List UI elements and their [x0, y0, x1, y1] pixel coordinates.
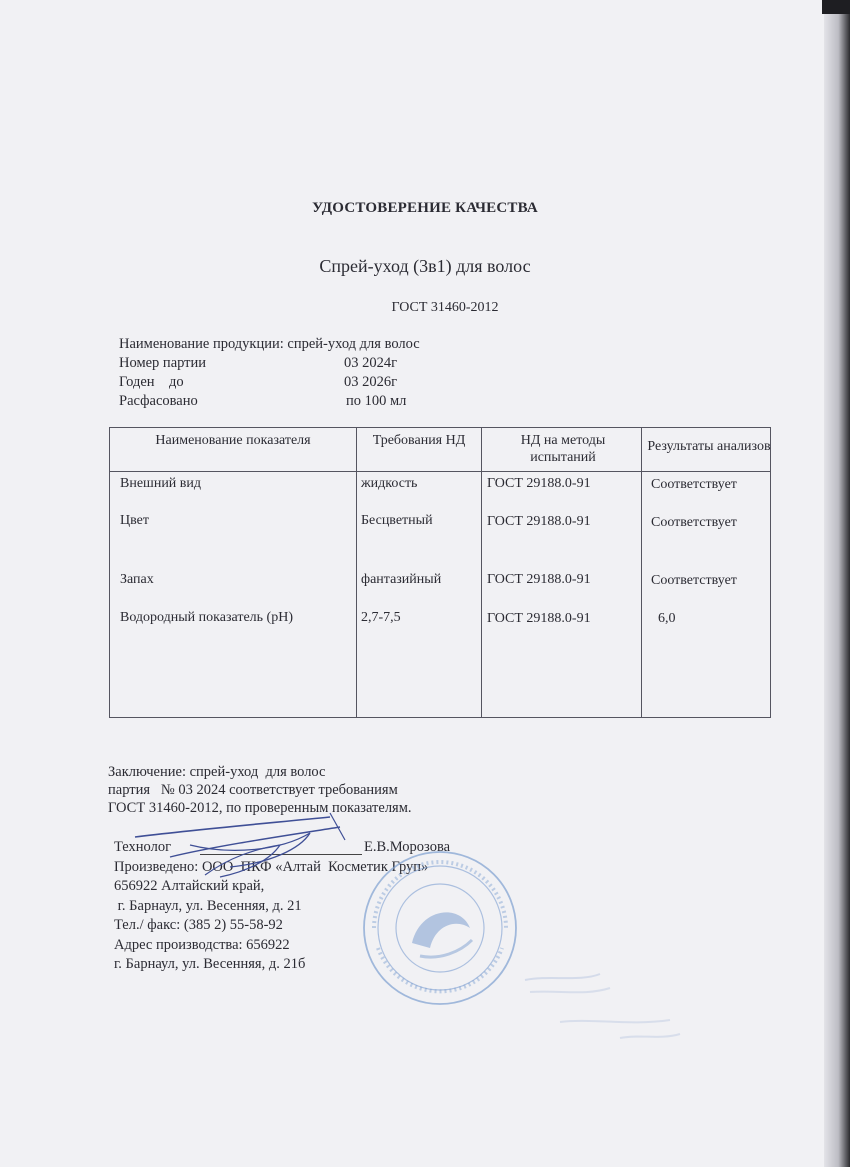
row-result: Соответствует — [651, 515, 737, 530]
batch-value: 03 2024г — [344, 355, 398, 371]
row-result: Соответствует — [651, 573, 737, 588]
packed-value: по 100 мл — [346, 393, 407, 409]
header-requirements: Требования НД — [372, 433, 466, 448]
row-method: ГОСТ 29188.0-91 — [487, 514, 591, 529]
technologist-name: Е.В.Морозова — [364, 839, 451, 855]
signature-icon — [130, 805, 370, 880]
address-line: 656922 Алтайский край, — [114, 878, 265, 894]
conclusion-line: Заключение: спрей-уход для волос — [108, 764, 326, 780]
batch-label: Номер партии — [119, 355, 207, 371]
product-subtitle: Спрей-уход (3в1) для волос — [319, 256, 531, 276]
production-address-line: г. Барнаул, ул. Весенняя, д. 21б — [114, 956, 306, 972]
gost-standard: ГОСТ 31460-2012 — [391, 300, 499, 315]
conclusion-line: ГОСТ 31460-2012, по проверенным показателям. — [108, 800, 412, 816]
quality-table — [109, 427, 771, 718]
row-result: 6,0 — [658, 611, 676, 626]
row-name: Внешний вид — [120, 476, 202, 491]
row-result: Соответствует — [651, 477, 737, 492]
production-address-line: Адрес производства: 656922 — [114, 936, 290, 953]
document-title: УДОСТОВЕРЕНИЕ КАЧЕСТВА — [312, 200, 538, 216]
phone-line: Тел./ факс: (385 2) 55-58-92 — [114, 917, 283, 933]
row-requirement: Бесцветный — [361, 513, 433, 528]
header-indicator: Наименование показателя — [155, 433, 311, 448]
stamp-imprint-icon — [520, 960, 700, 1050]
row-name: Цвет — [120, 513, 149, 528]
packed-label: Расфасовано — [119, 393, 198, 409]
row-method: ГОСТ 29188.0-91 — [487, 572, 591, 587]
header-divider — [110, 471, 770, 472]
header-test-methods: НД на методы испытаний — [520, 433, 606, 465]
page-edge — [824, 0, 850, 1167]
row-requirement: фантазийный — [361, 572, 442, 587]
product-name-label: Наименование продукции: спрей-уход для волос — [119, 336, 420, 352]
address-line: г. Барнаул, ул. Весенняя, д. 21 — [114, 897, 302, 914]
row-requirement: жидкость — [361, 476, 418, 491]
row-method: ГОСТ 29188.0-91 — [487, 476, 591, 491]
producer-line: Произведено: ООО ПКФ «Алтай Косметик Груп» — [114, 858, 429, 875]
row-name: Водородный показатель (рН) — [120, 610, 293, 625]
row-method: ГОСТ 29188.0-91 — [487, 611, 591, 626]
row-name: Запах — [120, 572, 154, 587]
stamp-icon — [360, 848, 520, 1008]
page-corner — [822, 0, 850, 14]
valid-until-value: 03 2026г — [344, 374, 398, 390]
technologist-label: Технолог — [114, 839, 172, 855]
valid-until-label: Годен до — [119, 374, 184, 390]
conclusion-line: партия № 03 2024 соответствует требованиям — [108, 782, 398, 798]
row-requirement: 2,7-7,5 — [361, 610, 401, 625]
header-results: Результаты анализов — [647, 439, 771, 454]
